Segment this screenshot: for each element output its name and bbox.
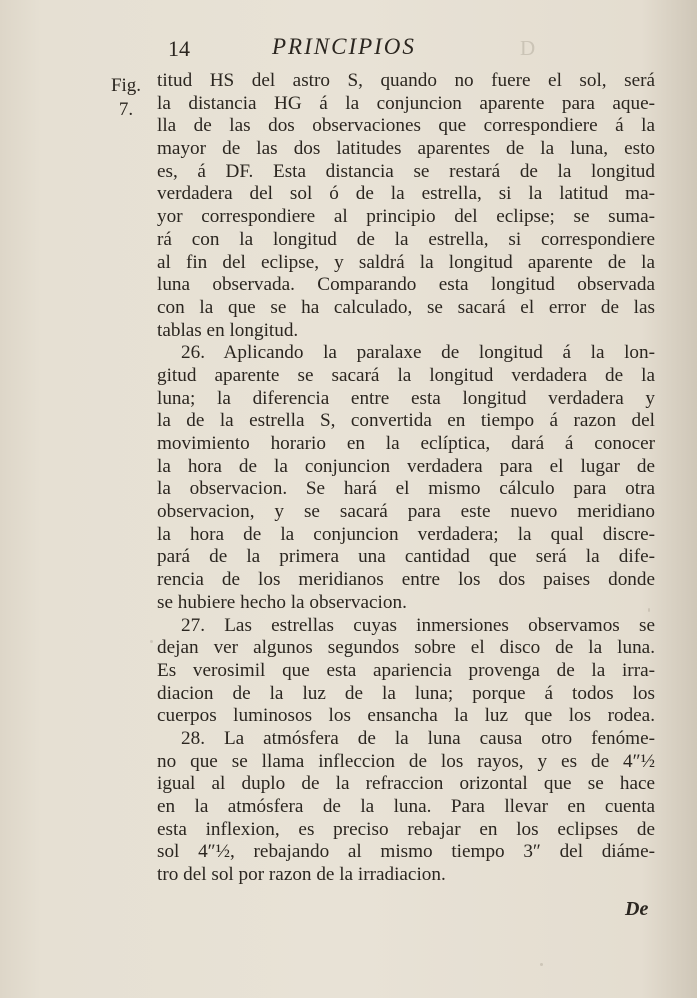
text-line: la de la estrella S, convertida en tiempo á razon del xyxy=(157,410,655,432)
text-line: en la atmósfera de la luna. Para llevar en cuenta xyxy=(157,796,655,817)
body-text xyxy=(157,70,655,887)
paper-speck xyxy=(648,608,650,612)
text-line: esta inflexion, es preciso rebajar en los eclipses de xyxy=(157,818,655,840)
text-line: la observacion. Se hará el mismo cálculo para otra xyxy=(157,478,655,500)
text-line: mayor de las dos latitudes aparentes de la luna, esto xyxy=(157,138,655,160)
paper-speck xyxy=(150,640,153,643)
text-line: cuerpos luminosos los ensancha la luz que los rodea. xyxy=(157,705,655,727)
bleed-through-text: D xyxy=(520,36,536,60)
text-line: al fin del eclipse, y saldrá la longitud aparente de la xyxy=(157,251,655,273)
running-head: PRINCIPIOS xyxy=(272,34,416,59)
text-line: no que se llama infleccion de los rayos, y es de 4″½ xyxy=(157,750,655,772)
text-line: la hora de la conjuncion verdadera para el lugar de xyxy=(157,455,655,477)
text-line: 26. Aplicando la paralaxe de longitud á la lon- xyxy=(181,342,655,364)
catchword: De xyxy=(625,898,649,920)
text-line: verdadera del sol ó de la estrella, si la latitud ma- xyxy=(157,183,655,205)
text-line: dejan ver algunos segundos sobre el disco de la luna. xyxy=(157,637,655,659)
text-line: luna observada. Comparando esta longitud observada xyxy=(157,274,655,296)
text-line: Es verosimil que esta apariencia provenga de la irra- xyxy=(157,659,655,681)
paper-speck xyxy=(540,963,543,966)
text-line: pará de la primera una cantidad que será la dife- xyxy=(157,546,655,568)
page-number: 14 xyxy=(168,36,190,61)
text-line: con la que se ha calculado, se sacará el error de las xyxy=(157,296,655,318)
text-line: la distancia HG á la conjuncion aparente para aque- xyxy=(157,92,655,114)
text-line: igual al duplo de la refraccion orizontal que se hace xyxy=(157,773,655,795)
text-line: es, á DF. Esta distancia se restará de la longitud xyxy=(157,160,655,182)
text-line: tablas en longitud. xyxy=(157,319,299,341)
text-line: la hora de la conjuncion verdadera; la qual discre- xyxy=(157,523,655,545)
text-line: sol 4″½, rebajando al mismo tiempo 3″ del diáme- xyxy=(157,841,655,863)
text-line: rá con la longitud de la estrella, si correspondiere xyxy=(157,228,655,250)
text-line: observacion, y se sacará para este nuevo meridiano xyxy=(157,501,655,523)
figure-reference xyxy=(104,74,148,122)
text-line: se hubiere hecho la observacion. xyxy=(157,591,407,613)
text-line: tro del sol por razon de la irradiacion. xyxy=(157,864,446,886)
text-line: gitud aparente se sacará la longitud verdadera de la xyxy=(157,364,655,386)
figure-label: Fig. xyxy=(110,75,142,96)
text-line: movimiento horario en la eclíptica, dará á conocer xyxy=(157,433,655,454)
page-header xyxy=(160,36,660,66)
text-line: 28. La atmósfera de la luna causa otro fenóme- xyxy=(181,727,655,749)
figure-number: 7. xyxy=(118,99,134,120)
text-line: luna; la diferencia entre esta longitud verdadera y xyxy=(157,387,655,409)
text-line: 27. Las estrellas cuyas inmersiones observamos se xyxy=(181,614,655,636)
text-line: diacion de la luz de la luna; porque á todos los xyxy=(157,682,655,704)
text-line: lla de las dos observaciones que correspondiere á la xyxy=(157,115,655,137)
text-line: yor correspondiere al principio del eclipse; se suma- xyxy=(157,206,655,228)
text-line: titud HS del astro S, quando no fuere el sol, será xyxy=(157,70,655,91)
text-line: rencia de los meridianos entre los dos paises donde xyxy=(157,569,655,591)
